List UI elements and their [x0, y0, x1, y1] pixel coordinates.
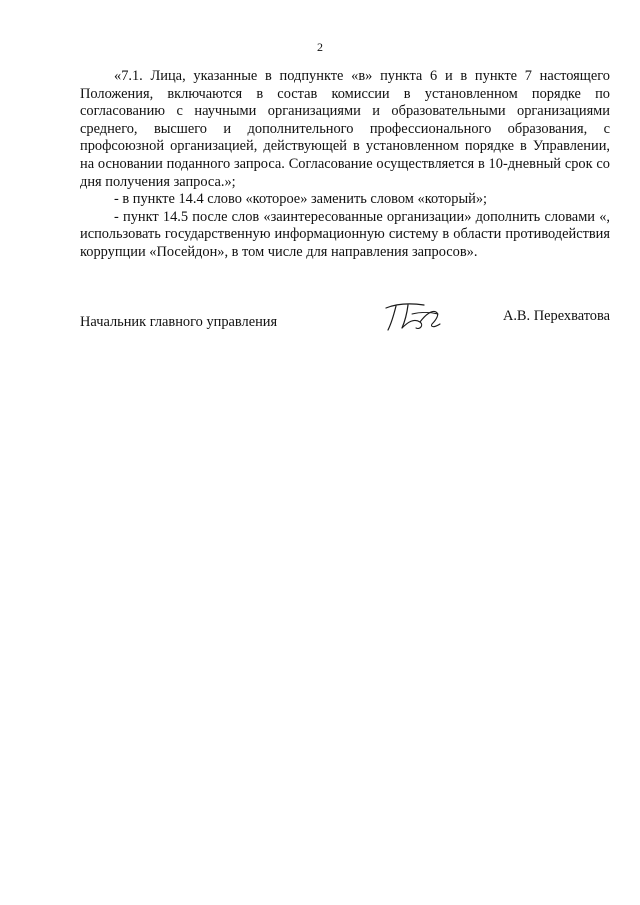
- signature-block: [80, 300, 610, 340]
- signer-position: Начальник главного управления: [80, 314, 278, 330]
- page-number: 2: [317, 40, 323, 54]
- paragraph-7-1: «7.1. Лица, указанные в подпункте «в» пункта 6 и в пункте 7 настоящего Положения, включаются в состав комиссии в установленном порядке по согласованию с научными организациями и образовательными организациями среднего, высшего и дополнительного профессионального образования, с профсоюзной организацией, действующей в установленном порядке в Управлении, на основании поданного запроса. Согласование осуществляется в 10-дневный срок со дня получения запроса.»;: [80, 68, 610, 190]
- paragraph-14-5: - пункт 14.5 после слов «заинтересованные организации» дополнить словами «, использовать государственную информационную систему в области противодействия коррупции «Посейдон», в том числе для направления запросов».: [80, 208, 610, 260]
- signer-name: А.В. Перехватова: [502, 308, 610, 324]
- document-body: [80, 68, 610, 262]
- paragraph-14-4: - в пункте 14.4 слово «которое» заменить словом «который»;: [114, 191, 488, 208]
- handwritten-signature: [380, 300, 450, 334]
